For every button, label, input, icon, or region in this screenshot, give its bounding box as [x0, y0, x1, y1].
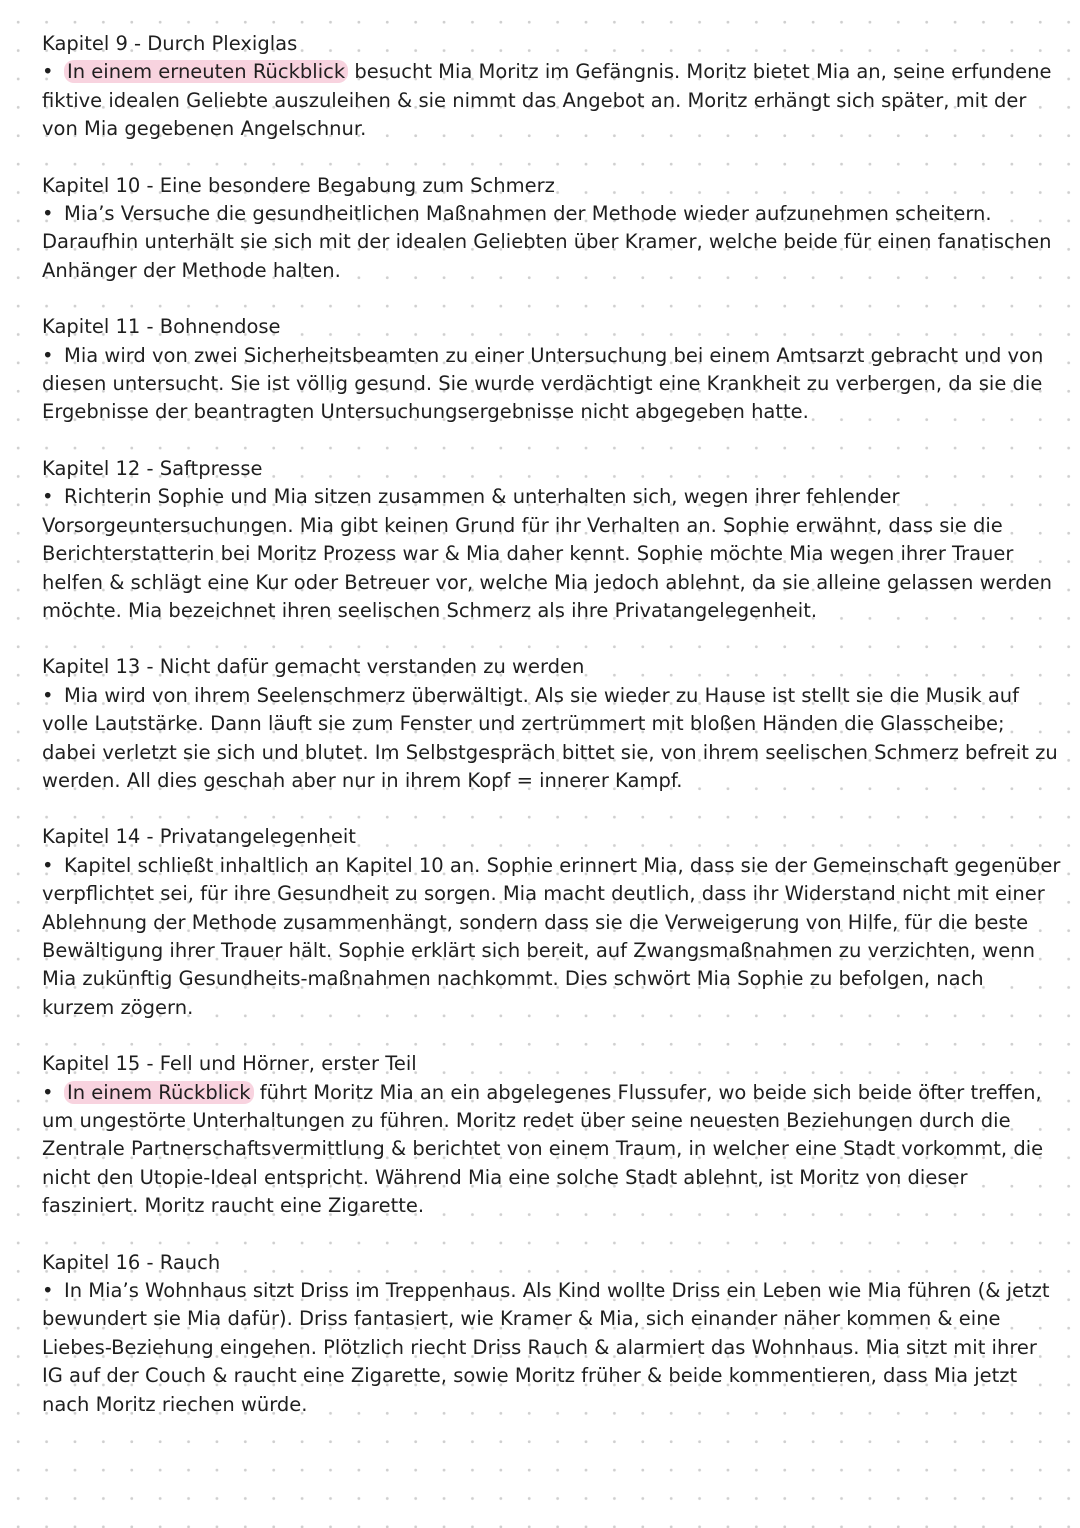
chapter-13: [42, 653, 1062, 795]
bullet-icon: •: [42, 343, 54, 367]
chapter-summary: [42, 483, 1062, 625]
bullet-icon: •: [42, 60, 54, 84]
chapter-title: Kapitel 9 - Durch Plexiglas: [42, 32, 298, 55]
notes-page: [42, 30, 1062, 1447]
chapter-title: Kapitel 11 - Bohnendose: [42, 315, 281, 339]
chapter-summary: [42, 682, 1062, 796]
chapter-summary: [42, 1277, 1062, 1419]
chapter-16: [42, 1249, 1062, 1419]
chapter-14: [42, 823, 1062, 1022]
chapter-11: [42, 313, 1062, 427]
bullet-icon: •: [42, 202, 54, 226]
chapter-title: Kapitel 15 - Fell und Hörner, erster Teil: [42, 1052, 417, 1076]
chapter-title: Kapitel 13 - Nicht dafür gemacht verstanden zu werden: [42, 655, 585, 679]
summary-text: Mia wird von ihrem Seelenschmerz überwältigt. Als sie wieder zu Hause ist stellt sie die Musik auf volle Lautstärke. Dann läuft sie zum Fenster und zertrümmert mit bloßen Händen die Glasscheibe; dabei verletzt sie sich und blutet. Im Selbstgespräch bittet sie, von ihrem seelischen Schmerz befreit zu werden. All dies geschah aber nur in ihrem Kopf = innerer Kampf.: [42, 683, 1058, 792]
summary-text: Kapitel schließt inhaltlich an Kapitel 10 an. Sophie erinnert Mia, dass sie der Gemeinschaft gegenüber verpflichtet sei, für ihre Gesundheit zu sorgen. Mia macht deutlich, dass ihr Widerstand nicht mit einer Ablehnung der Methode zusammenhängt, sondern dass sie die Verweigerung von Hilfe, für die beste Bewältigung ihrer Trauer hält. Sophie erklärt sich bereit, auf Zwangsmaßnahmen zu verzichten, wenn Mia zukünftig Gesundheits-maßnahmen nachkommt. Dies schwört Mia Sophie zu befolgen, nach kurzem zögern.: [42, 853, 1061, 1019]
summary-text: Mia wird von zwei Sicherheitsbeamten zu einer Untersuchung bei einem Amtsarzt gebracht und von diesen untersucht. Sie ist völlig gesund. Sie wurde verdächtigt eine Krankheit zu verbergen, da sie die Ergebnisse der beantragten Untersuchungsergebnisse nicht abgegeben hatte.: [42, 343, 1044, 424]
chapter-title: Kapitel 12 - Saftpresse: [42, 456, 263, 480]
chapter-summary: [42, 200, 1062, 285]
bullet-icon: •: [42, 1279, 54, 1303]
summary-text: Mia’s Versuche die gesundheitlichen Maßnahmen der Methode wieder aufzunehmen scheitern. Daraufhin unterhält sie sich mit der idealen Geliebten über Kramer, welche beide für einen fanatischen Anhänger der Methode halten.: [42, 202, 1052, 282]
highlighted-text: In einem erneuten Rückblick: [64, 60, 348, 83]
summary-text: Richterin Sophie und Mia sitzen zusammen & unterhalten sich, wegen ihrer fehlender Vorsorgeuntersuchungen. Mia gibt keinen Grund für ihr Verhalten an. Sophie erwähnt, dass sie die Berichterstatterin bei Moritz Prozess war & Mia daher kennt. Sophie möchte Mia wegen ihrer Trauer helfen & schlägt eine Kur oder Betreuer vor, welche Mia jedoch ablehnt, da sie alleine gelassen werden möchte. Mia bezeichnet ihren seelischen Schmerz als ihre Privatangelegenheit.: [42, 485, 1052, 622]
chapter-summary: [42, 342, 1062, 427]
chapter-title: Kapitel 10 - Eine besondere Begabung zum Schmerz: [42, 173, 555, 197]
summary-text: In Mia’s Wohnhaus sitzt Driss im Treppenhaus. Als Kind wollte Driss ein Leben wie Mia führen (& jetzt bewundert sie Mia dafür). Driss fantasiert, wie Kramer & Mia, sich einander näher kommen & eine Liebes-Beziehung eingehen. Plötzlich riecht Driss Rauch & alarmiert das Wohnhaus. Mia sitzt mit ihrer IG auf der Couch & raucht eine Zigarette, sowie Moritz früher & beide kommentieren, dass Mia jetzt nach Moritz riechen würde.: [42, 1279, 1050, 1416]
chapter-title: Kapitel 16 - Rauch: [42, 1250, 221, 1274]
bullet-icon: •: [42, 485, 54, 509]
bullet-icon: •: [42, 683, 54, 707]
bullet-icon: •: [42, 853, 54, 877]
chapter-12: [42, 455, 1062, 625]
chapter-summary: [42, 1079, 1062, 1221]
highlighted-text: In einem Rückblick: [64, 1081, 254, 1104]
chapter-10: [42, 172, 1062, 286]
summary-text: besucht Mia Moritz im Gefängnis. Moritz bietet Mia an, seine erfundene fiktive idealen Geliebte auszuleihen & sie nimmt das Angebot an. Moritz erhängt sich später, mit der von Mia gegebenen Angelschnur.: [42, 60, 1052, 141]
chapter-summary: [42, 852, 1062, 1022]
chapter-title: Kapitel 14 - Privatangelegenheit: [42, 825, 356, 849]
chapter-9: [42, 30, 1062, 144]
summary-text: führt Moritz Mia an ein abgelegenes Flussufer, wo beide sich beide öfter treffen, um ungestörte Unterhaltungen zu führen. Moritz redet über seine neuesten Beziehungen durch die Zentrale Partnerschaftsvermittlung & berichtet von einem Traum, in welcher eine Stadt vorkommt, die nicht den Utopie-Ideal entspricht. Während Mia eine solche Stadt ablehnt, ist Moritz von dieser fasziniert. Moritz raucht eine Zigarette.: [42, 1080, 1044, 1218]
bullet-icon: •: [42, 1080, 54, 1104]
chapter-summary: [42, 58, 1062, 143]
chapter-15: [42, 1050, 1062, 1220]
